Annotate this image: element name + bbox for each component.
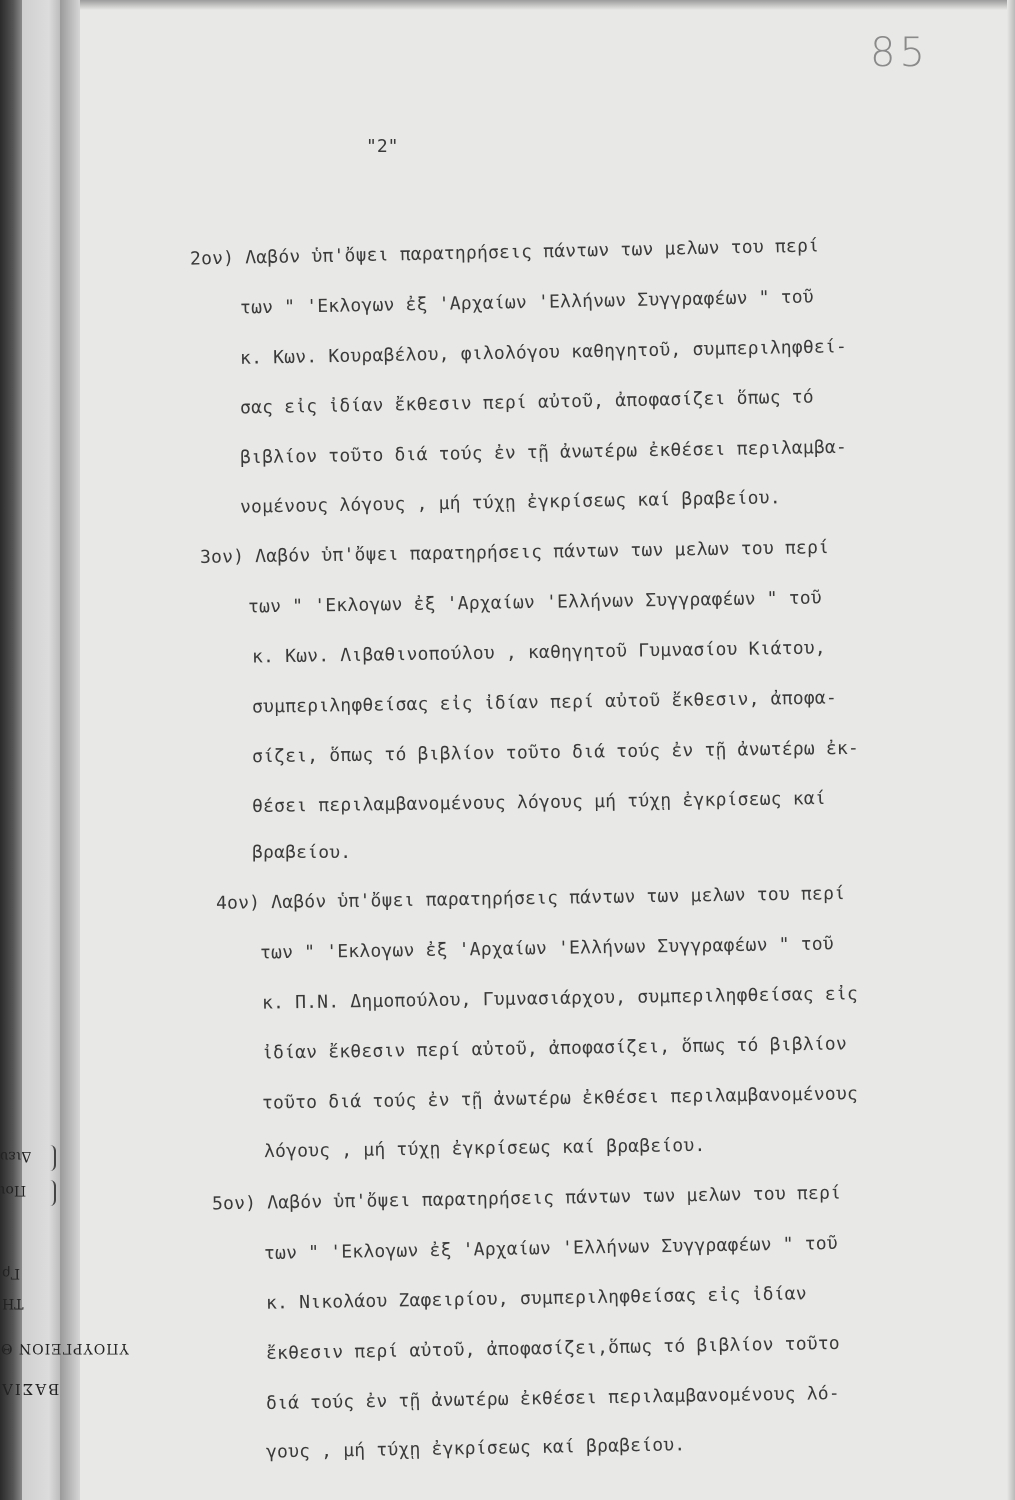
text-line: κ. Π.Ν. Δημοπούλου, Γυμνασιάρχου, συμπεριληφθείσας εἰς [261, 983, 859, 1014]
text-line: 3ον) Λαβόν ὑπ'ὄψει παρατηρήσεις πάντων των μελων του περί [199, 537, 830, 568]
text-line: 2ον) Λαβόν ὑπ'ὄψει παρατηρήσεις πάντων των μελων του περί [189, 235, 820, 270]
spine-text: ΒΑΣΙΛ [0, 1380, 60, 1398]
text-line: κ. Κων. Λιβαθινοπούλου , καθηγητοῦ Γυμνασίου Κιάτου, [251, 637, 827, 668]
spine-bracket [50, 1180, 56, 1206]
text-line: ἔκθεσιν περί αὐτοῦ, ἀποφασίζει,ὅπως τό βιβλίον τοῦτο [265, 1332, 841, 1365]
text-line: των " 'Εκλογων ἐξ 'Αρχαίων 'Ελλήνων Συγγραφέων " τοῦ [259, 933, 835, 964]
spine-text: ΤΗ [2, 1295, 24, 1311]
text-line: γους , μή τύχῃ ἐγκρίσεως καί βραβείου. [265, 1434, 686, 1463]
facing-page-edge [22, 0, 60, 1500]
spine-bracket [50, 1145, 56, 1171]
text-line: βραβείου. [252, 842, 352, 863]
text-line: κ. Κων. Κουραβέλου, φιλολόγου καθηγητοῦ, συμπεριληφθεί- [239, 336, 848, 369]
spine-text: ΥΠΟΥΡΓΕΙΟΝ Θ [0, 1340, 129, 1356]
text-line: των " 'Εκλογων ἐξ 'Αρχαίων 'Ελλήνων Συγγραφέων " τοῦ [263, 1232, 839, 1265]
text-line: διά τούς ἐν τῇ ἀνωτέρω ἐκθέσει περιλαμβανομένους λό- [265, 1382, 841, 1415]
page-right-edge [1007, 0, 1015, 1500]
text-line: λόγους , μή τύχῃ ἐγκρίσεως καί βραβείου. [263, 1134, 706, 1163]
text-line: των " 'Εκλογων ἐξ 'Αρχαίων 'Ελλήνων Συγγραφέων " τοῦ [239, 286, 815, 319]
text-line: των " 'Εκλογων ἐξ 'Αρχαίων 'Ελλήνων Συγγραφέων " τοῦ [247, 587, 823, 618]
text-line: σας εἰς ἰδίαν ἔκθεσιν περί αὐτοῦ, ἀποφασίζει ὅπως τό [239, 386, 815, 419]
text-line: κ. Νικολάου Ζαφειρίου, συμπεριληφθείσας εἰς ἰδίαν [265, 1283, 807, 1314]
text-line: σίζει, ὅπως τό βιβλίον τοῦτο διά τούς ἐν τῇ ἀνωτέρω ἐκ- [251, 737, 860, 768]
spine-text: Γρ [2, 1265, 20, 1281]
text-line: βιβλίον τοῦτο διά τούς ἐν τῇ ἀνωτέρω ἐκθέσει περιλαμβα- [239, 436, 848, 469]
text-line: θέσει περιλαμβανομένους λόγους μή τύχῃ ἐγκρίσεως καί [251, 787, 827, 818]
page-number: "2" [366, 136, 399, 157]
text-line: ἰδίαν ἔκθεσιν περί αὐτοῦ, ἀποφασίζει, ὅπως τό βιβλίον [261, 1033, 848, 1064]
spine-text: Διευ [0, 1148, 32, 1164]
page-top-edge [80, 0, 1015, 10]
text-line: 4ον) Λαβόν ὑπ'ὄψει παρατηρήσεις πάντων των μελων του περί [215, 883, 846, 914]
text-line: 5ον) Λαβόν ὑπ'ὄψει παρατηρήσεις πάντων των μελων του περί [211, 1182, 842, 1215]
page-gutter [60, 0, 80, 1500]
text-line: συμπεριληφθείσας εἰς ἰδίαν περί αὐτοῦ ἔκθεσιν, ἀποφα- [251, 687, 838, 718]
folio-number: 85 [870, 30, 929, 76]
spine-text: Ποι [0, 1182, 27, 1198]
text-line: νομένους λόγους , μή τύχῃ ἐγκρίσεως καί βραβείου. [239, 487, 781, 518]
text-line: τοῦτο διά τούς ἐν τῇ ἀνωτέρω ἐκθέσει περιλαμβανομένους [261, 1083, 859, 1114]
